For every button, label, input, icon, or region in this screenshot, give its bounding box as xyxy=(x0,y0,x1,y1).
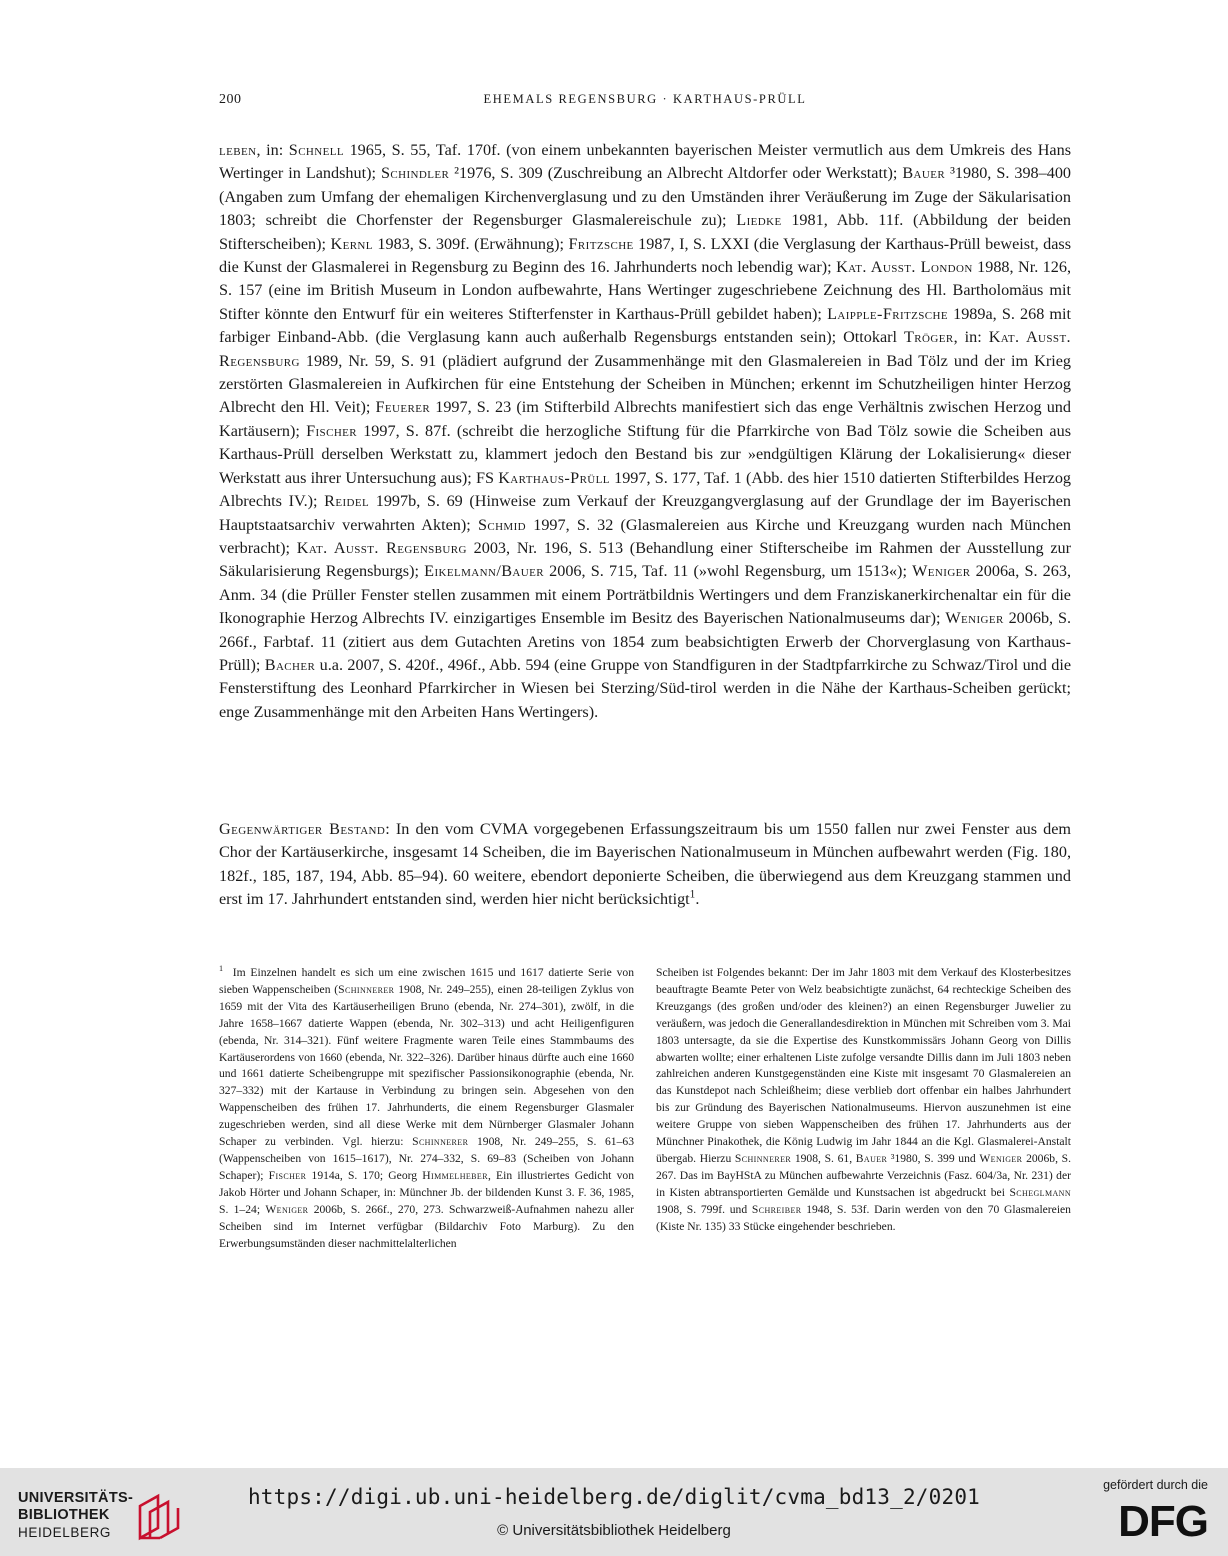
dfg-logo: DFG xyxy=(1118,1497,1208,1546)
running-head xyxy=(219,92,1071,112)
citation-author: Kat. Ausst. London xyxy=(836,258,973,277)
running-title: EHEMALS REGENSBURG · KARTHAUS-PRÜLL xyxy=(483,92,807,106)
funding-logo[interactable] xyxy=(1088,1478,1208,1548)
section-heading: Gegenwärtiger Bestand xyxy=(219,820,386,838)
citation-author: Schindler xyxy=(380,164,450,183)
funding-label: gefördert durch die xyxy=(1103,1478,1208,1492)
citation-author: Bacher xyxy=(264,655,316,674)
bibliography-paragraph: leben, in: Schnell 1965, S. 55, Taf. 170f. (von einem unbekannten bayerischen Meister vermutlich aus dem Umkreis des Hans Wertinger in Landshut); Schindler ²1976, S. 309 (Zuschreibung an Albrecht Altdorfer oder Werkstatt); Bauer ³1980, S. 398–400 (Angaben zum Umfang der ehemaligen Kirchenverglasung und zu den Umständen ihrer Veräußerung im Zuge der Säkularisation 1803; schreibt die Chorfenster der Regensburger Glasmalereischule zu); Liedke 1981, Abb. 11f. (Abbildung der beiden Stifterscheiben); Kernl 1983, S. 309f. (Erwähnung); Fritzsche 1987, I, S. LXXI (die Verglasung der Karthaus-Prüll beweist, dass die Kunst der Glasmalerei in Regensburg zu Beginn des 16. Jahrhunderts noch lebendig war); Kat. Ausst. London 1988, Nr. 126, S. 157 (eine im British Museum in London aufbewahrte, Hans Wertinger zugeschriebene Zeichnung des Hl. Bartholomäus mit Stifter könnte den Entwurf für ein weiteres Stifterfenster in Karthaus-Prüll gebildet haben); Laipple-Fritzsche 1989a, S. 268 mit farbiger Einband-Abb. (die Verglasung kann auch außerhalb Regensburgs entstanden sein); Ottokarl Tröger, in: Kat. Ausst. Regensburg 1989, Nr. 59, S. 91 (plädiert aufgrund der Zusammenhänge mit den Glasmalereien in Bad Tölz und der im Krieg zerstörten Glasmalereien in Aufkirchen für eine Entstehung der Scheiben in München; erkennt im Schutzheiligen hinter Herzog Albrecht den Hl. Veit); Feuerer 1997, S. 23 (im Stifterbild Albrechts manifestiert sich das enge Verhältnis zwischen Herzog und Kartäusern); Fischer 1997, S. 87f. (schreibt die herzogliche Stiftung für die Pfarrkirche von Bad Tölz sowie die Scheiben aus Karthaus-Prüll derselben Werkstatt zu, klammert jedoch den Bestand bis zur »endgültigen Klärung der Lokalisierung« dieser Werkstatt aus ihrer Untersuchung aus); FS Karthaus-Prüll 1997, S. 177, Taf. 1 (Abb. des hier 1510 datierten Stifterbildes Herzog Albrechts IV.); Reidel 1997b, S. 69 (Hinweise zum Verkauf der Kreuzgangverglasung auf der Grundlage der im Bayerischen Hauptstaatsarchiv verwahrten Akten); Schmid 1997, S. 32 (Glasmalereien aus Kirche und Kreuzgang wurden nach München verbracht); Kat. Ausst. Regensburg 2003, Nr. 196, S. 513 (Behandlung einer Stifterscheibe im Rahmen der Ausstellung zur Säkularisierung Regensburgs); Eikelmann/Bauer 2006, S. 715, Taf. 11 (»wohl Regensburg, um 1513«); Weniger 2006a, S. 263, Anm. 34 (die Prüller Fenster stellen zusammen mit einem Porträtbildnis Wertingers und dem Franziskanerkirchenaltar ein für die Ikonographie Herzog Albrechts IV. einzigartiges Ensemble im Besitz des Bayerischen Nationalmuseums dar); Weniger 2006b, S. 266f., Farbtaf. 11 (zitiert aus dem Gutachten Aretins von 1854 zum beabsichtigten Erwerb der Chorverglasung von Karthaus-Prüll); Bacher u.a. 2007, S. 420f., 496f., Abb. 594 (eine Gruppe von Standfiguren in der Stadtpfarrkirche zu Schwaz/Tirol und die Fensterstiftung des Leonhard Pfarrkircher in Wiesen bei Sterzing/Süd-tirol werden in die Nähe der Karthaus-Scheiben gerückt; enge Zusammenhänge mit den Arbeiten Hans Wertingers). xyxy=(219,141,1072,721)
library-name: UNIVERSITÄTS- BIBLIOTHEK HEIDELBERG xyxy=(18,1490,134,1540)
citation-author: Schnell xyxy=(288,141,344,159)
current-holdings-paragraph: Gegenwärtiger Bestand: In den vom CVMA vorgegebenen Erfassungszeitraum bis um 1550 fallen nur zwei Fenster aus dem Chor der Kartäuserkirche, insgesamt 14 Scheiben, die im Bayerischen Nationalmuseum in München aufbewahrt werden (Fig. 180, 182f., 185, 187, 194, Abb. 85–94). 60 weitere, ebendort deponierte Scheiben, die überwiegend aus dem Kreuzgang stammen und erst im 17. Jahrhundert entstanden sind, werden hier nicht berücksichtigt$^1$. xyxy=(219,820,1072,909)
citation-author: Fritzsche xyxy=(568,234,634,253)
citation-author: Kernl xyxy=(330,234,373,253)
citation-author: Weniger xyxy=(912,562,971,581)
citation-author: leben xyxy=(219,141,257,159)
citation-author: Tröger xyxy=(904,328,954,347)
citation-author: Fischer xyxy=(306,421,358,440)
copyright-notice: © Universitätsbibliothek Heidelberg xyxy=(497,1522,731,1539)
citation-author: Kat. Ausst. Regensburg xyxy=(296,538,467,557)
citation-author: Laipple-Fritzsche xyxy=(827,304,948,323)
citation-author: Weniger xyxy=(945,609,1004,628)
footnote-number: 1 xyxy=(219,964,224,974)
footnote-column-right: Scheiben ist Folgendes bekannt: Der im Jahr 1803 mit dem Verkauf des Klosterbesitzes beauftragte Beamte Peter von Welz beabsichtigte zunächst, 64 rechteckige Scheiben des Kreuzgangs (des großen und/oder des kleinen?) an einen Regensburger Juwelier zu veräußern, was jedoch die Generallandesdirektion in München mit Schreiben vom 3. Mai 1803 untersagte, da sie die Expertise des Kunstkommissärs Johann Georg von Dillis abwarten wollte; einer erhaltenen Liste zufolge versandte Dillis dann im Juli 1803 neben zahlreichen anderen Kunstgegenständen eine Kiste mit insgesamt 70 Glasmalereien an das Kunstdepot nach Schleißheim; diese verblieb dort offenbar ein halbes Jahrhundert bis zur Gründung des Bayerischen Nationalmuseums. Hiervon auszunehmen ist eine weitere Gruppe von sieben Wappenscheiben des frühen 17. Jahrhunderts aus der Münchner Pinakothek, die König Ludwig im Jahr 1844 an die Kgl. Glasmalerei-Anstalt übergab. Hierzu Schinnerer 1908, S. 61, Bauer ³1980, S. 399 und Weniger 2006b, S. 267. Das im BayHStA zu München aufbewahrte Verzeichnis (Fasz. 604/3a, Nr. 231) der in Kisten abtransportierten Gemälde und Kunstsachen ist abgedruckt bei Scheglmann 1908, S. 799f. und Schreiber 1948, S. 53f. Darin werden von den 70 Glasmalereien (Kiste Nr. 135) 33 Stücke eingehender beschrieben. xyxy=(656,966,1071,1233)
footnotes xyxy=(219,965,1071,1310)
citation-author: Kat. Ausst. Regensburg xyxy=(219,328,1072,370)
viewer-footer xyxy=(0,1468,1228,1556)
citation-author: Reidel xyxy=(324,492,370,511)
citation-author: Karthaus-Prüll xyxy=(498,468,610,487)
citation-author: Bauer xyxy=(902,164,946,183)
footnote-column-left: $^1$ Im Einzelnen handelt es sich um eine zwischen 1615 und 1617 datierte Serie von sieben Wappenscheiben (Schinnerer 1908, Nr. 249–255), einen 28-teiligen Zyklus von 1659 mit der Vita des Kartäuserheiligen Bruno (ebenda, Nr. 274–301), zwölf, in die Jahre 1658–1667 datierte Wappen (ebenda, Nr. 302–313) und acht Heiligenfiguren (ebenda, Nr. 314–321). Fünf weitere Fragmente waren Teile eines Stammbaums des Kartäuserordens von 1660 (ebenda, Nr. 322–326). Darüber hinaus dürfte auch eine 1660 und 1661 datierte Scheibengruppe mit spezifischer Passionsikonographie (ebenda, Nr. 327–332) mit der Kartause in Verbindung zu bringen sein. Abgesehen von den Wappenscheiben des frühen 17. Jahrhunderts, die einem Regensburger Glasmaler zugeschrieben werden, sind all diese Werke mit dem Nürnberger Glasmaler Johann Schaper zu verbinden. Vgl. hierzu: Schinnerer 1908, Nr. 249–255, S. 61–63 (Wappenscheiben von 1615–1617), Nr. 274–332, S. 69–83 (Scheiben von Johann Schaper); Fischer 1914a, S. 170; Georg Himmelheber, Ein illustriertes Gedicht von Jakob Hörter und Johann Schaper, in: Münchner Jb. der bildenden Kunst 3. F. 36, 1985, S. 1–24; Weniger 2006b, S. 266f., 270, 273. Schwarzweiß-Aufnahmen nahezu aller Scheiben sind im Internet verfügbar (Bildarchiv Foto Marburg). Zu den Erwerbungsumständen dieser nachmittelalterlichen xyxy=(219,964,634,1250)
citation-author: Eikelmann/Bauer xyxy=(424,562,544,581)
permalink-url[interactable]: https://digi.ub.uni-heidelberg.de/diglit/cvma_bd13_2/0201 xyxy=(247,1485,981,1509)
citation-author: Schmid xyxy=(477,515,527,534)
footnote-reference[interactable]: 1 xyxy=(689,888,696,901)
page-number: 200 xyxy=(219,92,242,107)
citation-author: Feuerer xyxy=(375,398,431,417)
citation-author: Liedke xyxy=(736,211,782,230)
